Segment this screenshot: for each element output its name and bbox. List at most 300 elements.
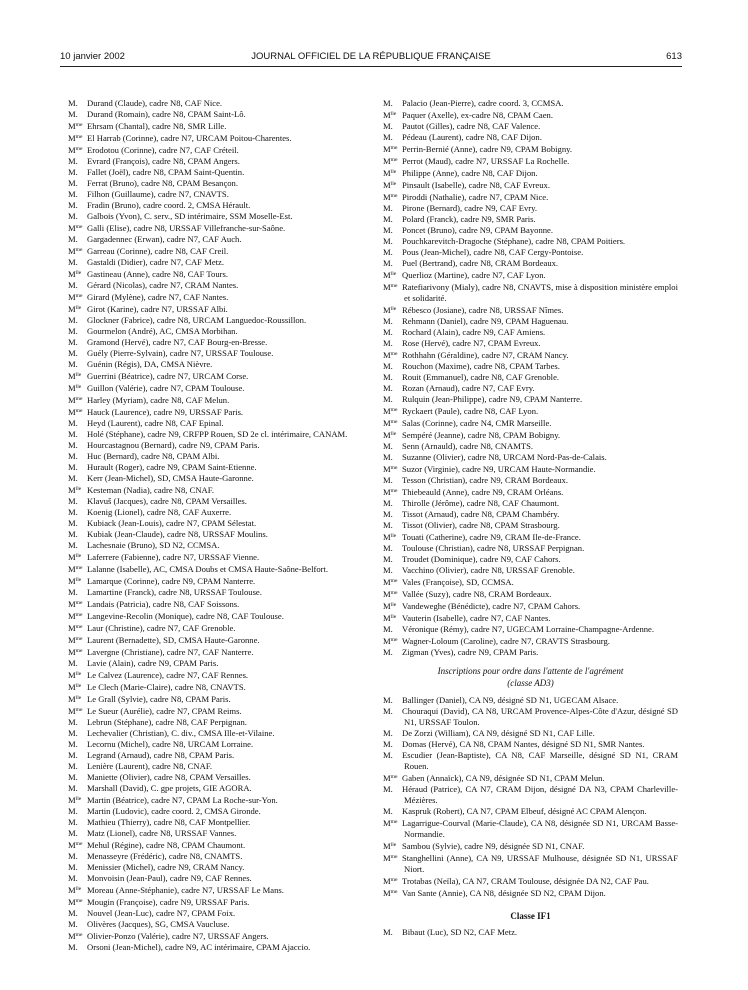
- entry-title: $M^{lle}$: [383, 841, 397, 851]
- entry-title: $M^{me}$: [68, 395, 83, 405]
- entry-title: M.: [68, 451, 78, 461]
- entry-text: Guély (Pierre-Sylvain), cadre N7, URSSAF Toulouse.: [87, 348, 274, 358]
- entry-text: Le Grall (Sylvie), cadre N8, CPAM Paris.: [87, 694, 231, 704]
- entry-title: M.: [68, 167, 78, 177]
- list-entry: [68, 234, 362, 245]
- entry-title: M.: [68, 862, 78, 872]
- entry-title: M.: [383, 441, 393, 451]
- entry-text: Suzor (Virginie), cadre N9, URCAM Haute-Normandie.: [402, 464, 596, 474]
- entry-text: Stanghellini (Anne), CA N9, URSSAF Mulhouse, désignée SD N1, URSSAF Niort.: [402, 853, 678, 874]
- entry-text: Pautot (Gilles), cadre N8, CAF Valence.: [402, 121, 541, 131]
- entry-text: Guerrini (Béatrice), cadre N7, URCAM Corse.: [87, 371, 249, 381]
- entry-title: M.: [68, 429, 78, 439]
- list-entry: [383, 887, 678, 899]
- list-entry: [68, 200, 362, 211]
- entry-title: $M^{me}$: [383, 192, 398, 202]
- list-entry: [68, 120, 362, 132]
- list-entry: [383, 394, 678, 405]
- entry-text: Erodotou (Corinne), cadre N7, CAF Créteil.: [87, 145, 239, 155]
- entry-title: M.: [383, 475, 393, 485]
- entry-text: Van Sante (Annie), CA N8, désignée SD N2, CPAM Dijon.: [402, 888, 606, 898]
- entry-text: Philippe (Anne), cadre N8, CAF Dijon.: [402, 168, 538, 178]
- entry-text: El Harrab (Corinne), cadre N7, URCAM Poitou-Charentes.: [87, 133, 292, 143]
- list-entry: [383, 167, 678, 179]
- entry-title: M.: [68, 540, 78, 550]
- entry-text: Durand (Romain), cadre N8, CPAM Saint-Lô.: [87, 109, 246, 119]
- list-entry: [68, 839, 362, 851]
- entry-text: Hauck (Laurence), cadre N9, URSSAF Paris.: [87, 407, 244, 417]
- entry-text: Lamartine (Franck), cadre N8, URSSAF Toulouse.: [87, 587, 262, 597]
- entry-title: M.: [383, 509, 393, 519]
- entry-text: Tissot (Olivier), cadre N8, CPAM Strasbourg.: [402, 520, 560, 530]
- list-entry: [68, 359, 362, 370]
- list-entry: [68, 268, 362, 280]
- entry-title: $M^{me}$: [383, 282, 398, 292]
- list-entry: [68, 406, 362, 418]
- list-entry: [383, 635, 678, 647]
- list-entry: [68, 540, 362, 551]
- entry-text: Véronique (Rémy), cadre N7, UGECAM Lorraine-Champagne-Ardenne.: [402, 624, 654, 634]
- entry-text: Le Sueur (Aurélie), cadre N7, CPAM Reims.: [87, 706, 242, 716]
- entry-text: Ryckaert (Paule), cadre N8, CAF Lyon.: [402, 406, 539, 416]
- entry-text: Olivères (Jacques), SG, CMSA Vaucluse.: [87, 919, 230, 929]
- entry-text: Paquer (Axelle), ex-cadre N8, CPAM Caen.: [402, 110, 553, 120]
- list-entry: [68, 109, 362, 120]
- entry-text: Lechevalier (Christian), C. div., CMSA Ille-et-Vilaine.: [87, 728, 275, 738]
- entry-text: Gramond (Hervé), cadre N7, CAF Bourg-en-Bresse.: [87, 337, 268, 347]
- entry-title: M.: [68, 326, 78, 336]
- entry-title: $M^{me}$: [68, 647, 83, 657]
- entry-title: M.: [68, 828, 78, 838]
- entry-title: M.: [383, 327, 393, 337]
- list-entry: [383, 695, 678, 706]
- entry-title: M.: [68, 518, 78, 528]
- list-entry: [68, 418, 362, 429]
- list-entry: [383, 463, 678, 475]
- entry-title: $M^{me}$: [68, 611, 83, 621]
- list-entry: [383, 338, 678, 349]
- entry-title: $M^{me}$: [383, 636, 398, 646]
- list-entry: [68, 451, 362, 462]
- entry-title: M.: [383, 132, 393, 142]
- entry-text: Gargadennec (Erwan), cadre N7, CAF Auch.: [87, 234, 242, 244]
- list-entry: [68, 884, 362, 896]
- entry-text: Vales (Françoise), SD, CCMSA.: [402, 577, 514, 587]
- entry-text: Harley (Myriam), cadre N8, CAF Melun.: [87, 395, 230, 405]
- entry-title: M.: [68, 919, 78, 929]
- list-entry: [68, 178, 362, 189]
- entry-title: M.: [383, 383, 393, 393]
- list-entry: [68, 551, 362, 563]
- entry-title: $M^{me}$: [383, 853, 398, 863]
- entry-text: Marshall (David), C. gpe projets, GIE AGORA.: [87, 783, 252, 793]
- entry-title: M.: [68, 211, 78, 221]
- entry-title: M.: [68, 942, 78, 952]
- list-entry: [68, 896, 362, 908]
- entry-title: M.: [383, 247, 393, 257]
- list-entry: [383, 624, 678, 635]
- entry-text: Piroddi (Nathalie), cadre N7, CPAM Nice.: [402, 192, 549, 202]
- entry-title: M.: [383, 316, 393, 326]
- entry-title: $M^{lle}$: [68, 269, 82, 279]
- entry-text: Menissier (Michel), cadre N9, CRAM Nancy.: [87, 862, 245, 872]
- entry-text: Landais (Patricia), cadre N8, CAF Soissons.: [87, 599, 240, 609]
- entry-text: Galli (Elise), cadre N8, URSSAF Villefranche-sur-Saône.: [87, 223, 286, 233]
- entry-text: Mougin (Françoise), cadre N9, URSSAF Paris.: [87, 897, 250, 907]
- list-entry: [383, 784, 678, 806]
- list-entry: [68, 429, 362, 440]
- entry-title: M.: [383, 520, 393, 530]
- list-entry: [383, 875, 678, 887]
- entry-text: Durand (Claude), cadre N8, CAF Nice.: [87, 98, 223, 108]
- entry-title: M.: [68, 806, 78, 816]
- list-entry: [68, 484, 362, 496]
- entry-title: $M^{me}$: [68, 599, 83, 609]
- list-entry: [383, 840, 678, 852]
- list-entry: [383, 304, 678, 316]
- entry-text: Perrin-Bernié (Anne), cadre N9, CPAM Bobigny.: [402, 144, 573, 154]
- entry-text: Matz (Lionel), cadre N8, URSSAF Vannes.: [87, 828, 237, 838]
- entry-title: M.: [383, 121, 393, 131]
- entry-text: Martin (Ludovic), cadre coord. 2, CMSA Gironde.: [87, 806, 261, 816]
- entry-title: M.: [68, 462, 78, 472]
- list-entry: [68, 382, 362, 394]
- entry-text: Filhon (Guillaume), cadre N7, CNAVTS.: [87, 189, 229, 199]
- entry-text: Guillon (Valérie), cadre N7, CPAM Toulouse.: [87, 383, 245, 393]
- list-entry: [68, 728, 362, 739]
- list-entry: [68, 315, 362, 326]
- entry-title: M.: [383, 236, 393, 246]
- header-page-number: 613: [666, 51, 682, 62]
- entry-title: M.: [383, 624, 393, 634]
- list-entry: [68, 806, 362, 817]
- list-entry: [68, 862, 362, 873]
- list-entry: [68, 563, 362, 575]
- entry-title: $M^{me}$: [383, 350, 398, 360]
- right-column-list-c: [383, 927, 678, 938]
- entry-title: $M^{me}$: [68, 223, 83, 233]
- list-entry: [383, 361, 678, 372]
- list-entry: [383, 554, 678, 565]
- list-entry: [68, 337, 362, 348]
- entry-text: Lenière (Laurent), cadre N8, CNAF.: [87, 761, 213, 771]
- list-entry: [68, 167, 362, 178]
- entry-title: $M^{lle}$: [383, 305, 397, 315]
- list-entry: [68, 908, 362, 919]
- list-entry: [68, 681, 362, 693]
- entry-title: M.: [383, 784, 393, 794]
- entry-text: Domas (Hervé), CA N8, CPAM Nantes, désigné SD N1, SMR Nantes.: [402, 739, 645, 749]
- entry-text: Legrand (Arnaud), cadre N8, CPAM Paris.: [87, 750, 235, 760]
- entry-text: Laurent (Bernadette), SD, CMSA Haute-Garonne.: [87, 635, 260, 645]
- entry-title: M.: [68, 473, 78, 483]
- entry-title: M.: [68, 851, 78, 861]
- list-entry: [68, 440, 362, 451]
- list-entry: [383, 739, 678, 750]
- header-title: JOURNAL OFFICIEL DE LA RÉPUBLIQUE FRANÇAISE: [251, 51, 491, 62]
- list-entry: [68, 144, 362, 156]
- entry-text: Tesson (Christian), cadre N9, CRAM Bordeaux.: [402, 475, 568, 485]
- entry-title: $M^{me}$: [383, 464, 398, 474]
- entry-text: Kesteman (Nadia), cadre N8, CNAF.: [87, 485, 214, 495]
- list-entry: [383, 405, 678, 417]
- list-entry: [68, 705, 362, 717]
- entry-text: Nouvel (Jean-Luc), cadre N7, CPAM Foix.: [87, 908, 236, 918]
- entry-title: M.: [68, 359, 78, 369]
- entry-text: Vauterin (Isabelle), cadre N7, CAF Nantes.: [402, 613, 551, 623]
- list-entry: [383, 179, 678, 191]
- entry-text: Lecornu (Michel), cadre N8, URCAM Lorraine.: [87, 739, 254, 749]
- list-entry: [68, 518, 362, 529]
- entry-title: M.: [383, 225, 393, 235]
- entry-title: M.: [383, 565, 393, 575]
- entry-text: Gastineau (Anne), cadre N8, CAF Tours.: [87, 269, 229, 279]
- entry-title: $M^{me}$: [383, 144, 398, 154]
- entry-text: Pous (Jean-Michel), cadre N8, CAF Cergy-Pontoise.: [402, 247, 584, 257]
- entry-title: M.: [68, 315, 78, 325]
- list-entry: [68, 598, 362, 610]
- list-entry: [68, 717, 362, 728]
- list-entry: [383, 214, 678, 225]
- entry-title: M.: [383, 498, 393, 508]
- entry-title: $M^{lle}$: [68, 552, 82, 562]
- list-entry: [383, 225, 678, 236]
- entry-title: $M^{lle}$: [383, 270, 397, 280]
- list-entry: [383, 132, 678, 143]
- entry-title: M.: [68, 728, 78, 738]
- entry-text: Rothhahn (Géraldine), cadre N7, CRAM Nancy.: [402, 350, 569, 360]
- entry-title: $M^{me}$: [68, 407, 83, 417]
- entry-text: Toulouse (Christian), cadre N8, URSSAF Perpignan.: [402, 543, 585, 553]
- entry-text: Orsoni (Jean-Michel), cadre N9, AC intérimaire, CPAM Ajaccio.: [87, 942, 311, 952]
- entry-title: M.: [383, 338, 393, 348]
- entry-text: Lalanne (Isabelle), AC, CMSA Doubs et CMSA Haute-Saône-Belfort.: [87, 564, 329, 574]
- entry-title: $M^{lle}$: [383, 180, 397, 190]
- list-entry: [68, 750, 362, 761]
- entry-title: M.: [68, 109, 78, 119]
- entry-title: $M^{me}$: [68, 897, 83, 907]
- list-entry: [68, 326, 362, 337]
- entry-title: $M^{me}$: [68, 121, 83, 131]
- entry-title: $M^{me}$: [383, 773, 398, 783]
- entry-text: Kubiak (Jean-Claude), cadre N8, URSSAF Moulins.: [87, 529, 268, 539]
- entry-text: Querlioz (Martine), cadre N7, CAF Lyon.: [402, 270, 546, 280]
- list-entry: [383, 750, 678, 772]
- entry-text: Sambou (Sylvie), cadre N9, désignée SD N1, CNAF.: [402, 841, 585, 851]
- entry-title: M.: [383, 452, 393, 462]
- entry-text: Lamarque (Corinne), cadre N9, CPAM Nanterre.: [87, 576, 256, 586]
- entry-text: Lavergne (Christiane), cadre N7, CAF Nanterre.: [87, 647, 254, 657]
- list-entry: [383, 203, 678, 214]
- entry-title: $M^{lle}$: [68, 304, 82, 314]
- entry-text: Palacio (Jean-Pierre), cadre coord. 3, CCMSA.: [402, 98, 564, 108]
- entry-title: M.: [68, 772, 78, 782]
- list-entry: [383, 316, 678, 327]
- entry-text: Vacchino (Olivier), cadre N8, URSSAF Grenoble.: [402, 565, 575, 575]
- entry-title: $M^{lle}$: [68, 682, 82, 692]
- entry-text: Garreau (Corinne), cadre N8, CAF Creil.: [87, 246, 229, 256]
- list-entry: [68, 280, 362, 291]
- entry-title: M.: [383, 647, 393, 657]
- entry-title: M.: [68, 783, 78, 793]
- entry-text: Héraud (Patrice), CA N7, CRAM Dijon, désigné DA N3, CPAM Charleville-Mézières.: [402, 784, 678, 805]
- entry-text: Thirolle (Jérôme), cadre N8, CAF Chaumont.: [402, 498, 560, 508]
- entry-title: $M^{lle}$: [68, 485, 82, 495]
- entry-text: Zigman (Yves), cadre N9, CPAM Paris.: [402, 647, 539, 657]
- entry-title: M.: [383, 203, 393, 213]
- entry-title: $M^{lle}$: [68, 576, 82, 586]
- entry-title: M.: [68, 658, 78, 668]
- list-entry: [383, 191, 678, 203]
- entry-title: M.: [68, 257, 78, 267]
- entry-text: Hurault (Roger), cadre N9, CPAM Saint-Etienne.: [87, 462, 257, 472]
- list-entry: [68, 132, 362, 144]
- entry-text: Laur (Christine), cadre N7, CAF Grenoble.: [87, 623, 236, 633]
- entry-title: $M^{me}$: [68, 133, 83, 143]
- entry-title: M.: [383, 706, 393, 716]
- entry-text: Poncet (Bruno), cadre N9, CPAM Bayonne.: [402, 225, 554, 235]
- entry-title: M.: [68, 761, 78, 771]
- entry-text: Guénin (Régis), DA, CMSA Nièvre.: [87, 359, 213, 369]
- entry-title: $M^{lle}$: [68, 795, 82, 805]
- entry-title: M.: [68, 178, 78, 188]
- entry-text: Chouraqui (David), CA N8, URCAM Provence-Alpes-Côte d'Azur, désigné SD N1, URSSAF Toulon.: [402, 706, 678, 727]
- list-entry: [68, 828, 362, 839]
- list-entry: [383, 109, 678, 121]
- list-entry: [68, 156, 362, 167]
- right-column: [383, 98, 678, 938]
- list-entry: [383, 269, 678, 281]
- entry-text: Girard (Mylène), cadre N7, CAF Nantes.: [87, 292, 229, 302]
- list-entry: [68, 851, 362, 862]
- entry-text: Vallée (Suzy), cadre N8, CRAM Bordeaux.: [402, 589, 552, 599]
- list-entry: [68, 873, 362, 884]
- list-entry: [68, 462, 362, 473]
- list-entry: [383, 143, 678, 155]
- entry-text: Ehrsam (Chantal), cadre N8, SMR Lille.: [87, 121, 227, 131]
- entry-text: Le Calvez (Laurence), cadre N7, CAF Rennes.: [87, 670, 249, 680]
- entry-title: $M^{lle}$: [383, 601, 397, 611]
- list-entry: [383, 475, 678, 486]
- entry-title: $M^{me}$: [383, 577, 398, 587]
- entry-text: Klavuš (Jacques), cadre N8, CPAM Versailles.: [87, 496, 247, 506]
- entry-title: $M^{me}$: [383, 818, 398, 828]
- list-entry: [68, 394, 362, 406]
- list-entry: [68, 473, 362, 484]
- entry-title: $M^{me}$: [68, 623, 83, 633]
- entry-text: Rouit (Emmanuel), cadre N8, CAF Grenoble.: [402, 372, 560, 382]
- entry-text: Fallet (Joël), cadre N8, CPAM Saint-Quentin.: [87, 167, 245, 177]
- list-entry: [383, 531, 678, 543]
- entry-text: Evrard (François), cadre N8, CPAM Angers.: [87, 156, 240, 166]
- entry-text: Martin (Béatrice), cadre N7, CPAM La Roche-sur-Yon.: [87, 795, 278, 805]
- entry-text: Lagarrigue-Courval (Marie-Claude), CA N8, désignée SD N1, URCAM Basse-Normandie.: [402, 818, 678, 839]
- list-entry: [68, 761, 362, 772]
- entry-text: Le Clech (Marie-Claire), cadre N8, CNAVTS.: [87, 682, 246, 692]
- entry-title: M.: [68, 908, 78, 918]
- entry-text: Trotabas (Neïla), CA N7, CRAM Toulouse, désignée DA N2, CAF Pau.: [402, 876, 649, 886]
- entry-text: Gourmelon (André), AC, CMSA Morbihan.: [87, 326, 238, 336]
- list-entry: [68, 529, 362, 540]
- list-entry: [383, 98, 678, 109]
- entry-title: $M^{me}$: [383, 589, 398, 599]
- entry-title: M.: [68, 280, 78, 290]
- entry-title: M.: [68, 348, 78, 358]
- entry-text: Rébesco (Josiane), cadre N8, URSSAF Nîmes.: [402, 305, 564, 315]
- list-entry: [68, 507, 362, 518]
- entry-text: Kubiack (Jean-Louis), cadre N7, CPAM Sélestat.: [87, 518, 257, 528]
- entry-title: $M^{me}$: [383, 487, 398, 497]
- entry-text: Rochard (Alain), cadre N9, CAF Amiens.: [402, 327, 546, 337]
- entry-text: Langevine-Recolin (Monique), cadre N8, CAF Toulouse.: [87, 611, 284, 621]
- list-entry: [68, 245, 362, 257]
- entry-title: $M^{lle}$: [68, 371, 82, 381]
- entry-text: Lavie (Alain), cadre N9, CPAM Paris.: [87, 658, 219, 668]
- list-entry: [68, 794, 362, 806]
- entry-title: $M^{lle}$: [68, 383, 82, 393]
- entry-title: M.: [383, 394, 393, 404]
- entry-title: M.: [383, 927, 393, 937]
- entry-title: $M^{me}$: [68, 564, 83, 574]
- entry-text: Gastaldi (Didier), cadre N7, CAF Metz.: [87, 257, 224, 267]
- entry-text: Perrot (Maud), cadre N7, URSSAF La Rochelle.: [402, 156, 570, 166]
- list-entry: [383, 349, 678, 361]
- entry-title: $M^{me}$: [68, 635, 83, 645]
- entry-title: $M^{lle}$: [383, 110, 397, 120]
- list-entry: [383, 121, 678, 132]
- list-entry: [68, 257, 362, 268]
- entry-title: $M^{me}$: [68, 145, 83, 155]
- entry-title: $M^{lle}$: [383, 613, 397, 623]
- list-entry: [68, 211, 362, 222]
- entry-title: M.: [68, 98, 78, 108]
- entry-text: Bibaut (Luc), SD N2, CAF Metz.: [402, 927, 518, 937]
- entry-text: Escudier (Jean-Baptiste), CA N8, CAF Marseille, désigné SD N1, CRAM Rouen.: [402, 750, 678, 771]
- entry-title: M.: [383, 739, 393, 749]
- entry-title: M.: [383, 750, 393, 760]
- entry-text: Senn (Arnauld), cadre N8, CNAMTS.: [402, 441, 534, 451]
- page-header: [60, 51, 682, 65]
- list-entry: [68, 575, 362, 587]
- entry-text: Gaben (Annaïck), CA N9, désignée SD N1, CPAM Melun.: [402, 773, 605, 783]
- list-entry: [383, 588, 678, 600]
- entry-text: Pinsault (Isabelle), cadre N8, CAF Evreux.: [402, 180, 550, 190]
- list-entry: [383, 236, 678, 247]
- list-entry: [383, 647, 678, 658]
- list-entry: [68, 919, 362, 930]
- entry-title: $M^{me}$: [383, 876, 398, 886]
- entry-text: Maniette (Olivier), cadre N8, CPAM Versailles.: [87, 772, 251, 782]
- entry-title: $M^{lle}$: [68, 885, 82, 895]
- entry-title: M.: [68, 418, 78, 428]
- entry-text: Girot (Karine), cadre N7, URSSAF Albi.: [87, 304, 228, 314]
- list-entry: [68, 942, 362, 953]
- entry-title: $M^{lle}$: [68, 670, 82, 680]
- entry-title: M.: [383, 543, 393, 553]
- entry-text: Ferrat (Bruno), cadre N8, CPAM Besançon.: [87, 178, 238, 188]
- entry-title: $M^{me}$: [383, 406, 398, 416]
- entry-text: Galbois (Yvon), C. serv., SD intérimaire, SSM Moselle-Est.: [87, 211, 293, 221]
- list-entry: [383, 247, 678, 258]
- list-entry: [68, 739, 362, 750]
- entry-text: Suzanne (Olivier), cadre N8, URCAM Nord-Pas-de-Calais.: [402, 452, 607, 462]
- list-entry: [383, 258, 678, 269]
- entry-title: M.: [383, 806, 393, 816]
- entry-title: M.: [383, 695, 393, 705]
- entry-text: Pirone (Bernard), cadre N9, CAF Evry.: [402, 203, 537, 213]
- entry-title: $M^{me}$: [383, 888, 398, 898]
- entry-text: Vandeweghe (Bénédicte), cadre N7, CPAM Cahors.: [402, 601, 581, 611]
